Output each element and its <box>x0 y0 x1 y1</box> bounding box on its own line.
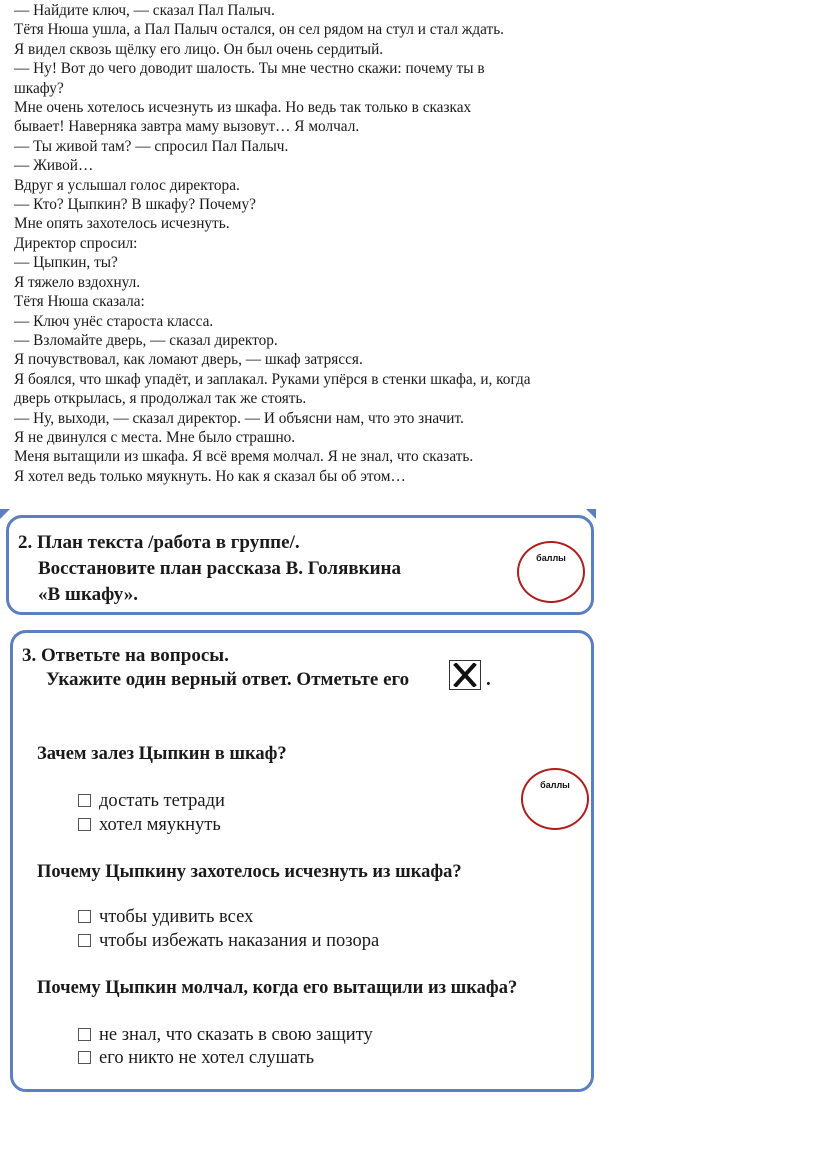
checkbox[interactable] <box>78 794 91 807</box>
story-line: — Ключ унёс староста класса. <box>14 312 214 330</box>
story-line: Я тяжело вздохнул. <box>14 273 141 291</box>
story-line: Я видел сквозь щёлку его лицо. Он был очень сердитый. <box>14 40 384 58</box>
story-line: Тётя Нюша сказала: <box>14 293 145 311</box>
story-line: Вдруг я услышал голос директора. <box>14 176 240 194</box>
story-line: дверь открылась, я продолжал так же стоять. <box>14 390 307 408</box>
answer-option[interactable] <box>78 790 225 812</box>
answer-label: достать тетради <box>99 791 225 811</box>
score-label: баллы <box>540 780 570 790</box>
story-line: — Цыпкин, ты? <box>14 254 118 272</box>
score-label: баллы <box>536 553 566 563</box>
answer-option[interactable] <box>78 1047 314 1069</box>
story-line: — Живой… <box>14 157 94 175</box>
story-line: Я хотел ведь только мяукнуть. Но как я сказал бы об этом… <box>14 467 406 485</box>
question-2: Почему Цыпкину захотелось исчезнуть из шкафа? <box>37 862 462 882</box>
story-line: Я не двинулся с места. Мне было страшно. <box>14 428 296 446</box>
answer-label: хотел мяукнуть <box>99 815 221 835</box>
checkbox[interactable] <box>78 1051 91 1064</box>
story-line: — Взломайте дверь, — сказал директор. <box>14 331 278 349</box>
task2-score-circle <box>517 541 585 603</box>
question-3: Почему Цыпкин молчал, когда его вытащили из шкафа? <box>37 978 518 998</box>
story-line: — Кто? Цыпкин? В шкафу? Почему? <box>14 196 256 214</box>
checkbox[interactable] <box>78 1028 91 1041</box>
story-line: бывает! Наверняка завтра маму вызовут… Я молчал. <box>14 118 360 136</box>
story-line: Мне опять захотелось исчезнуть. <box>14 215 230 233</box>
task3-instruction-end: . <box>486 669 491 690</box>
task3-instruction: Укажите один верный ответ. Отметьте его <box>46 669 410 690</box>
answer-option[interactable] <box>78 906 253 928</box>
answer-option[interactable] <box>78 814 221 836</box>
story-text <box>14 0 804 486</box>
checkbox[interactable] <box>78 934 91 947</box>
task3-score-circle <box>521 768 589 830</box>
answer-option[interactable] <box>78 930 379 952</box>
story-line: Я почувствовал, как ломают дверь, — шкаф затрясся. <box>14 351 363 369</box>
checkbox[interactable] <box>78 910 91 923</box>
checkbox[interactable] <box>78 818 91 831</box>
story-line: — Ну! Вот до чего доводит шалость. Ты мне честно скажи: почему ты в <box>14 60 485 78</box>
story-line: Я боялся, что шкаф упадёт, и заплакал. Руками упёрся в стенки шкафа, и, когда <box>14 370 531 388</box>
answer-label: его никто не хотел слушать <box>99 1048 315 1068</box>
task2-story-name: «В шкафу». <box>38 584 139 605</box>
question-1: Зачем залез Цыпкин в шкаф? <box>37 744 287 764</box>
answer-label: чтобы избежать наказания и позора <box>99 931 380 951</box>
story-line: — Найдите ключ, — сказал Пал Палыч. <box>14 2 275 19</box>
answer-option[interactable] <box>78 1024 373 1046</box>
frame-corner-mark <box>0 509 10 519</box>
story-line: — Ну, выходи, — сказал директор. — И объясни нам, что это значит. <box>14 409 464 427</box>
task3-title: 3. Ответьте на вопросы. <box>22 645 229 666</box>
story-line: Директор спросил: <box>14 234 138 252</box>
story-line: шкафу? <box>14 79 64 97</box>
x-checkbox-icon <box>449 660 481 690</box>
task2-title: 2. План текста /работа в группе/. <box>18 532 300 553</box>
answer-label: чтобы удивить всех <box>99 907 254 927</box>
story-line: Мне очень хотелось исчезнуть из шкафа. Но ведь так только в сказках <box>14 99 472 117</box>
story-line: Тётя Нюша ушла, а Пал Палыч остался, он сел рядом на стул и стал ждать. <box>14 21 505 39</box>
story-line: — Ты живой там? — спросил Пал Палыч. <box>14 137 289 155</box>
task2-instruction: Восстановите план рассказа В. Голявкина <box>38 558 401 579</box>
answer-label: не знал, что сказать в свою защиту <box>99 1025 373 1045</box>
story-line: Меня вытащили из шкафа. Я всё время молчал. Я не знал, что сказать. <box>14 448 474 466</box>
